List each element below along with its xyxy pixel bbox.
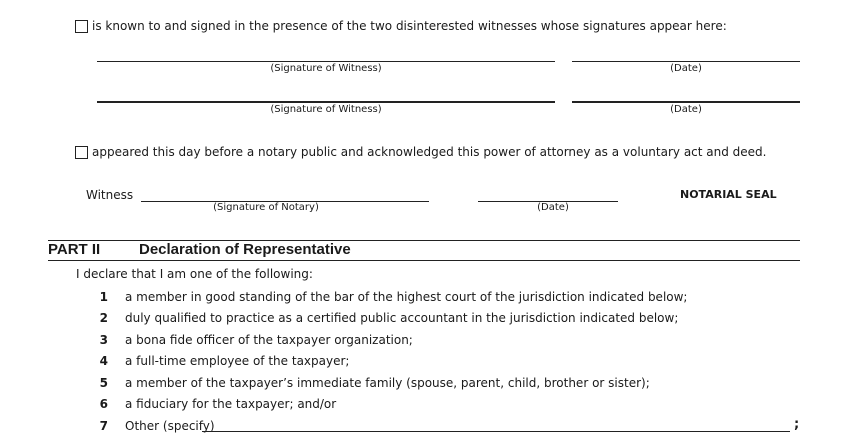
item-2-number: 2 [99, 311, 108, 325]
other-terminator: ; [794, 417, 800, 432]
item-1-text: a member in good standing of the bar of the highest court of the jurisdiction indicated below; [125, 290, 688, 304]
part2-intro: I declare that I am one of the following: [76, 267, 313, 281]
other-specify-line[interactable] [202, 431, 790, 432]
witness-1-date-line[interactable] [572, 61, 800, 62]
part2-label: PART II [48, 241, 101, 258]
item-5-number: 5 [99, 376, 108, 390]
item-7-text: Other (specify) [125, 419, 215, 433]
witnesses-option-text: is known to and signed in the presence of the two disinterested witnesses whose signatures appear here: [92, 19, 727, 33]
witnesses-checkbox[interactable] [75, 20, 88, 33]
item-4-number: 4 [99, 354, 108, 368]
item-3-number: 3 [99, 333, 108, 347]
part2-title: Declaration of Representative [139, 241, 351, 258]
witness-2-signature-caption: (Signature of Witness) [270, 104, 382, 115]
witness-2-date-caption: (Date) [670, 104, 702, 115]
notarial-seal-label: NOTARIAL SEAL [680, 188, 777, 201]
notary-witness-label: Witness [86, 188, 134, 202]
notary-option-text: appeared this day before a notary public and acknowledged this power of attorney as a voluntary act and deed. [92, 145, 767, 159]
notary-date-caption: (Date) [537, 202, 569, 213]
item-5-text: a member of the taxpayer’s immediate family (spouse, parent, child, brother or sister); [125, 376, 650, 390]
part2-bottom-rule [48, 260, 800, 261]
witness-1-signature-line[interactable] [97, 61, 555, 62]
item-3-text: a bona fide officer of the taxpayer organization; [125, 333, 413, 347]
item-4-text: a full-time employee of the taxpayer; [125, 354, 350, 368]
witness-1-date-caption: (Date) [670, 63, 702, 74]
item-1-number: 1 [99, 290, 108, 304]
item-6-text: a fiduciary for the taxpayer; and/or [125, 397, 337, 411]
item-6-number: 6 [99, 397, 108, 411]
witness-2-date-line[interactable] [572, 101, 800, 103]
notary-signature-caption: (Signature of Notary) [213, 202, 319, 213]
witness-2-signature-line[interactable] [97, 101, 555, 103]
item-2-text: duly qualified to practice as a certified public accountant in the jurisdiction indicated below; [125, 311, 679, 325]
notary-checkbox[interactable] [75, 146, 88, 159]
witness-1-signature-caption: (Signature of Witness) [270, 63, 382, 74]
item-7-number: 7 [99, 419, 108, 433]
